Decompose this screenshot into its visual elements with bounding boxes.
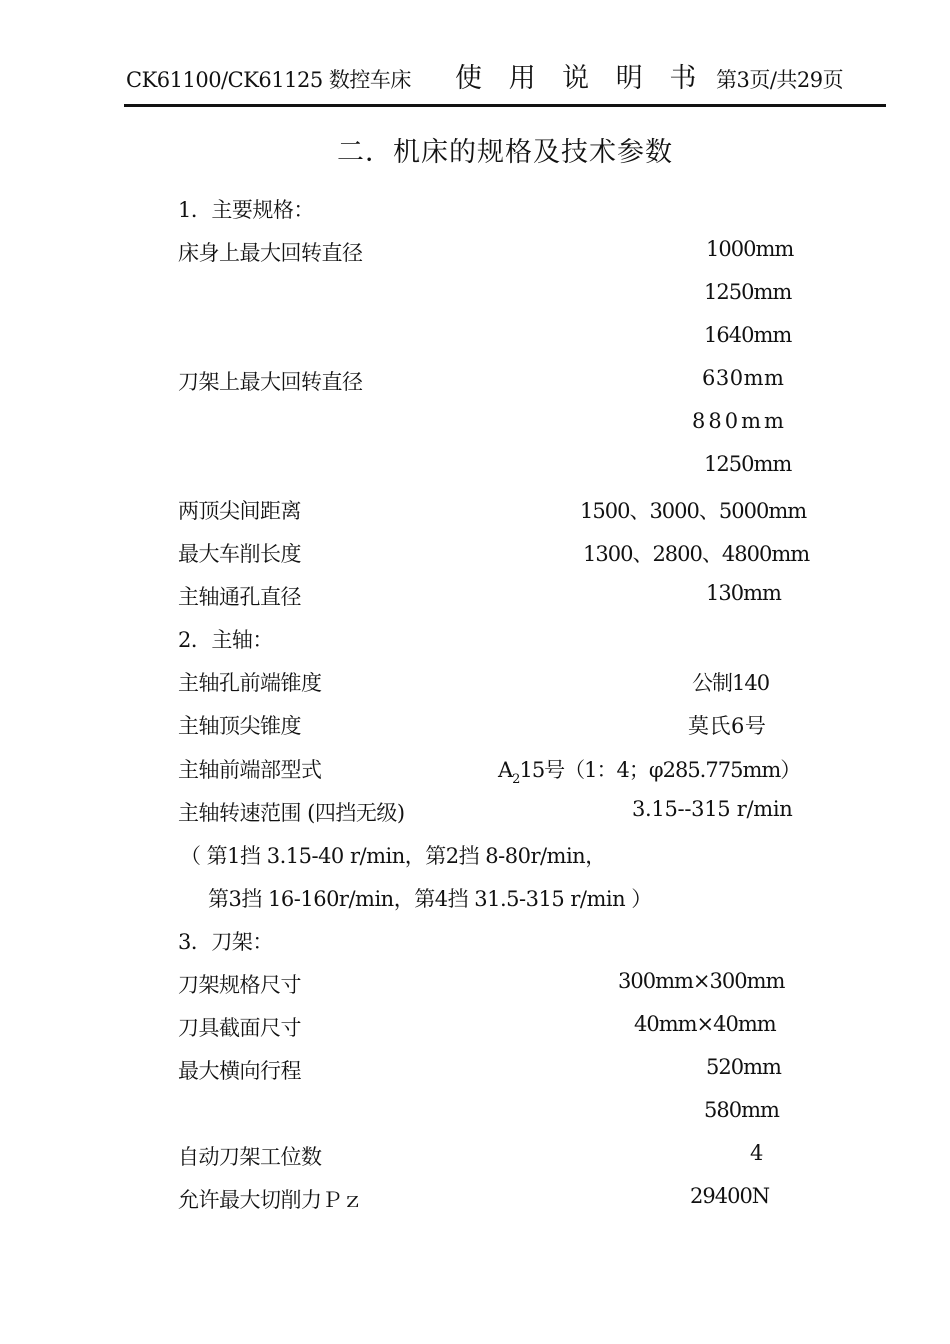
- carriage-swing-label: 刀架上最大回转直径: [178, 370, 363, 394]
- center-taper-label: 主轴顶尖锥度: [178, 714, 301, 738]
- carriage-swing-value-3: 1250mm: [704, 452, 792, 476]
- center-taper-value: 莫氏6号: [688, 714, 767, 738]
- carriage-swing-value-2: 880mm: [692, 409, 787, 433]
- gear-ranges-line-1: （ 第1挡 3.15-40 r/min，第2挡 8-80r/min，: [180, 844, 606, 868]
- spindle-taper-value: 公制140: [692, 671, 770, 695]
- bed-swing-value-3: 1640mm: [704, 323, 792, 347]
- spindle-nose-subscript: 2: [512, 772, 520, 787]
- header-title: 使 用 说 明 书: [455, 63, 706, 94]
- spindle-taper-label: 主轴孔前端锥度: [178, 671, 322, 695]
- header-page-number: 第3页/共29页: [716, 68, 844, 92]
- centers-distance-value: 1500、3000、5000mm: [580, 499, 807, 523]
- gear-ranges-line-2: 第3挡 16-160r/min，第4挡 31.5-315 r/min ）: [208, 887, 652, 911]
- specs-heading: 1．主要规格：: [178, 198, 314, 222]
- bed-swing-label: 床身上最大回转直径: [178, 241, 363, 265]
- spindle-speed-value: 3.15--315 r/min: [632, 797, 793, 821]
- section-title: 二．机床的规格及技术参数: [337, 137, 673, 168]
- carriage-swing-value-1: 630mm: [702, 366, 785, 390]
- max-cutting-force-label: 允许最大切削力Ｐｚ: [178, 1188, 363, 1212]
- spindle-heading: 2．主轴：: [178, 628, 273, 652]
- turret-size-value: 300mm×300mm: [618, 969, 785, 993]
- bed-swing-value-1: 1000mm: [706, 237, 794, 261]
- centers-distance-label: 两顶尖间距离: [178, 499, 301, 523]
- header-rule: [124, 104, 886, 107]
- spindle-nose-value: [498, 754, 800, 787]
- turning-length-label: 最大车削长度: [178, 542, 301, 566]
- spindle-nose-type: A: [498, 758, 513, 782]
- turret-heading: 3．刀架：: [178, 930, 273, 954]
- cross-travel-value-1: 520mm: [706, 1055, 781, 1079]
- cross-travel-label: 最大横向行程: [178, 1059, 301, 1083]
- cross-travel-value-2: 580mm: [704, 1098, 779, 1122]
- tool-section-value: 40mm×40mm: [634, 1012, 776, 1036]
- spindle-bore-value: 130mm: [706, 581, 781, 605]
- turret-stations-value: 4: [750, 1141, 763, 1165]
- turret-size-label: 刀架规格尺寸: [178, 973, 301, 997]
- header-model: CK61100/CK61125 数控车床: [126, 68, 411, 92]
- spindle-nose-label: 主轴前端部型式: [178, 758, 322, 782]
- max-cutting-force-value: 29400N: [690, 1184, 770, 1208]
- spindle-speed-label: 主轴转速范围 (四挡无级): [178, 801, 405, 825]
- bed-swing-value-2: 1250mm: [704, 280, 792, 304]
- turning-length-value: 1300、2800、4800mm: [583, 542, 810, 566]
- tool-section-label: 刀具截面尺寸: [178, 1016, 301, 1040]
- spindle-nose-spec: 15号（1：4；φ285.775mm）: [519, 758, 801, 782]
- turret-stations-label: 自动刀架工位数: [178, 1145, 322, 1169]
- spindle-bore-label: 主轴通孔直径: [178, 585, 301, 609]
